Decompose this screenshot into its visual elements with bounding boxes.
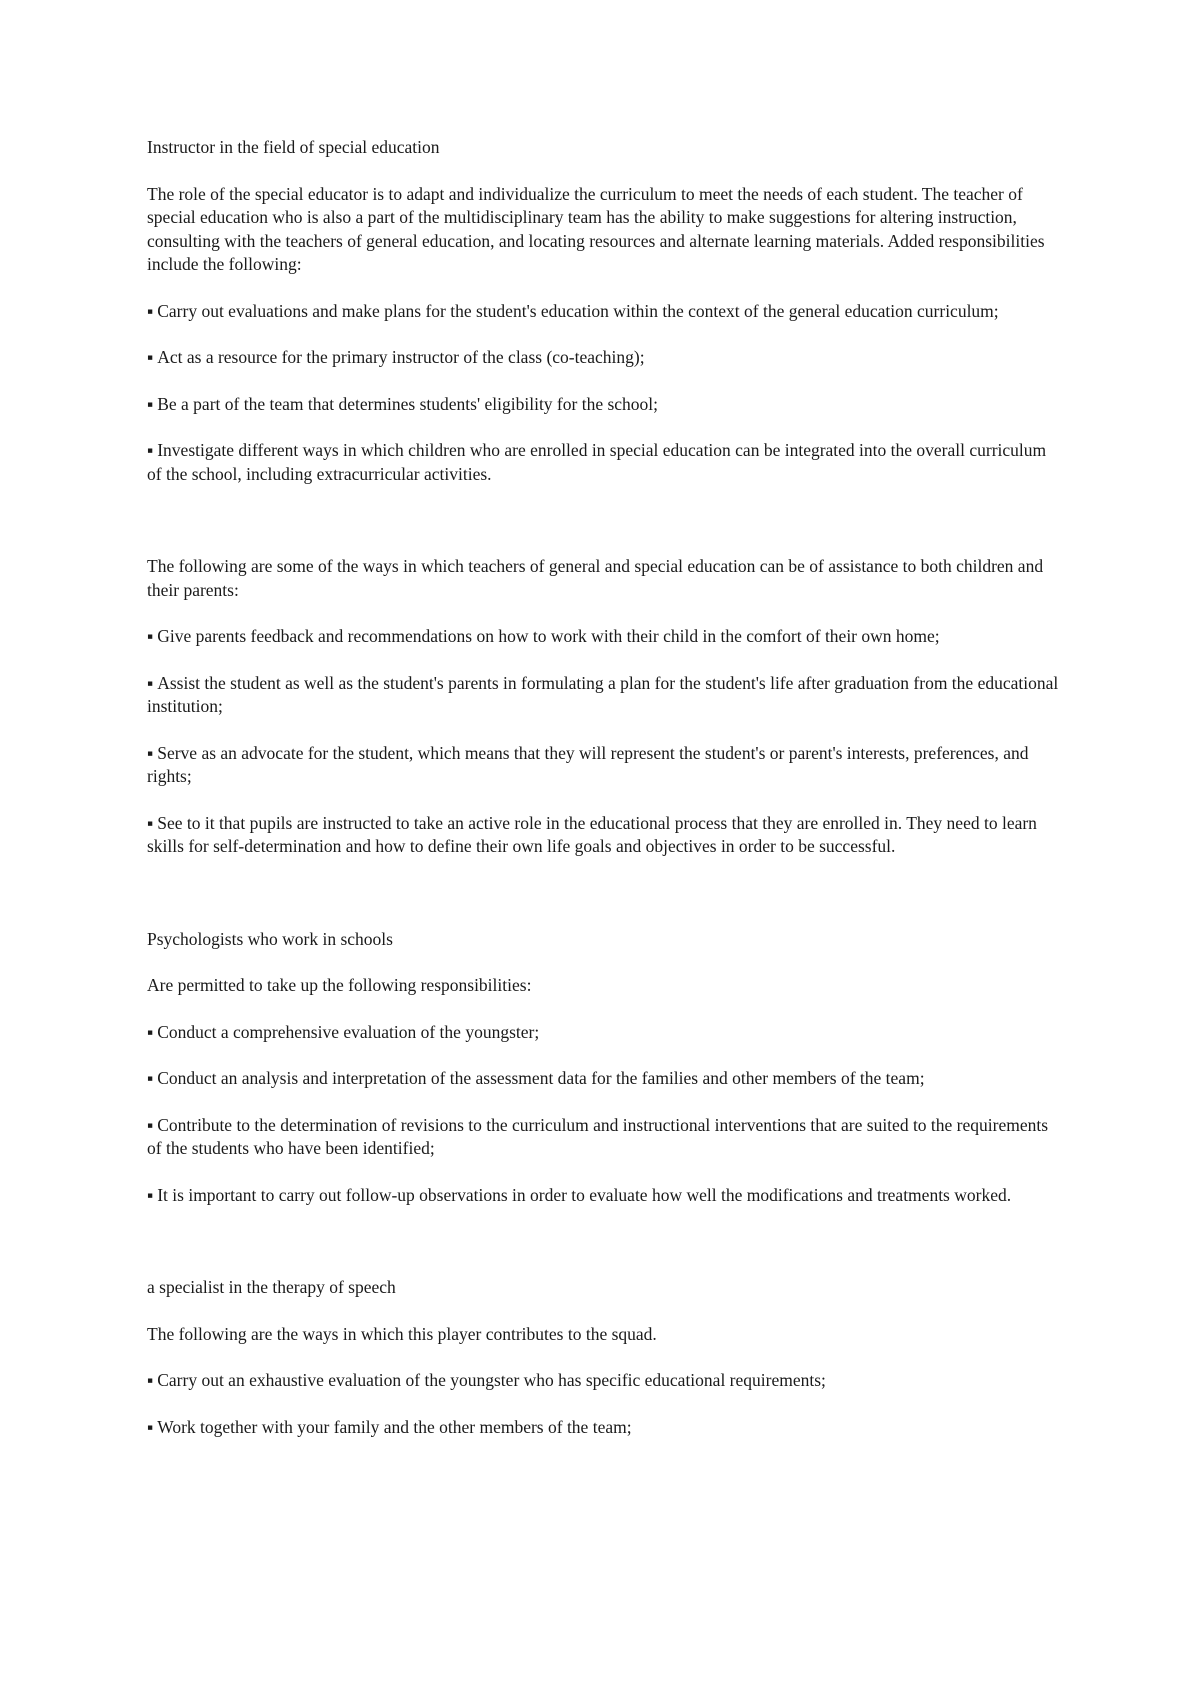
bullet-item	[147, 1114, 1062, 1161]
bullet-square-icon: ▪	[147, 742, 154, 763]
bullet-text: Carry out evaluations and make plans for the student's education within the context of the general education curriculum;	[157, 300, 999, 321]
bullet-item	[147, 812, 1062, 859]
bullet-text: Be a part of the team that determines students' eligibility for the school;	[157, 393, 659, 414]
bullet-item	[147, 300, 1062, 324]
bullet-item	[147, 439, 1062, 486]
bullet-item	[147, 625, 1062, 649]
bullet-text: Conduct a comprehensive evaluation of the youngster;	[157, 1021, 540, 1042]
section-heading-special-education-instructor: Instructor in the field of special education	[147, 137, 440, 157]
bullet-square-icon: ▪	[147, 1416, 154, 1437]
bullet-item	[147, 1416, 1062, 1440]
bullet-item	[147, 1021, 1062, 1045]
bullet-square-icon: ▪	[147, 440, 154, 460]
section-intro-paragraph: The following are the ways in which this player contributes to the squad.	[147, 1323, 657, 1344]
bullet-square-icon: ▪	[147, 347, 154, 367]
bullet-square-icon: ▪	[147, 626, 154, 646]
bullet-item	[147, 393, 1062, 417]
document-page	[147, 136, 1062, 1462]
section-heading-speech-therapist: a specialist in the therapy of speech	[147, 1277, 396, 1297]
section-intro-paragraph: The following are some of the ways in which teachers of general and special education can be of assistance to both children and their parents:	[147, 556, 1044, 600]
bullet-text: Give parents feedback and recommendations on how to work with their child in the comfort of their own home;	[157, 626, 940, 646]
section-spacer	[147, 509, 1062, 555]
bullet-text: Carry out an exhaustive evaluation of the youngster who has specific educational requirements;	[157, 1370, 826, 1390]
bullet-text: Act as a resource for the primary instructor of the class (co-teaching);	[157, 347, 645, 367]
bullet-text: Conduct an analysis and interpretation of the assessment data for the families and other members of the team;	[157, 1068, 925, 1088]
bullet-text: It is important to carry out follow-up observations in order to evaluate how well the modifications and treatments worked.	[157, 1184, 1012, 1205]
bullet-square-icon: ▪	[147, 300, 154, 321]
section-spacer	[147, 1230, 1062, 1276]
section-spacer	[147, 882, 1062, 928]
bullet-item	[147, 742, 1062, 789]
bullet-text: Serve as an advocate for the student, which means that they will represent the student's or parent's interests, preferences, and rights;	[147, 742, 1029, 786]
bullet-item	[147, 672, 1062, 719]
bullet-item	[147, 1369, 1062, 1393]
bullet-text: Assist the student as well as the student's parents in formulating a plan for the student's life after graduation from the educational institution;	[147, 672, 1059, 716]
bullet-text: See to it that pupils are instructed to take an active role in the educational process that they are enrolled in. They need to learn skills for self-determination and how to define their own life goals and objectives in order to be successful.	[147, 812, 1037, 856]
section-intro-paragraph: Are permitted to take up the following responsibilities:	[147, 975, 532, 995]
bullet-square-icon: ▪	[147, 393, 154, 414]
bullet-square-icon: ▪	[147, 1370, 154, 1390]
section-intro-paragraph: The role of the special educator is to adapt and individualize the curriculum to meet the needs of each student. The teacher of special education who is also a part of the multidisciplinary team has the ability to make suggestions for altering instruction, consulting with the teachers of general education, and locating resources and alternate learning materials. Added responsibilities include the following:	[147, 183, 1045, 274]
bullet-item	[147, 346, 1062, 370]
bullet-text: Contribute to the determination of revisions to the curriculum and instructional interventions that are suited to the requirements of the students who have been identified;	[147, 1114, 1049, 1158]
bullet-text: Investigate different ways in which children who are enrolled in special education can be integrated into the overall curriculum of the school, including extracurricular activities.	[147, 440, 1047, 484]
bullet-square-icon: ▪	[147, 1021, 154, 1042]
bullet-square-icon: ▪	[147, 1184, 154, 1205]
bullet-square-icon: ▪	[147, 1068, 154, 1088]
bullet-item	[147, 1184, 1062, 1208]
bullet-square-icon: ▪	[147, 672, 154, 693]
bullet-square-icon: ▪	[147, 1114, 154, 1135]
section-heading-school-psychologists: Psychologists who work in schools	[147, 928, 393, 949]
bullet-text: Work together with your family and the other members of the team;	[157, 1416, 632, 1437]
bullet-item	[147, 1067, 1062, 1091]
bullet-square-icon: ▪	[147, 812, 154, 833]
